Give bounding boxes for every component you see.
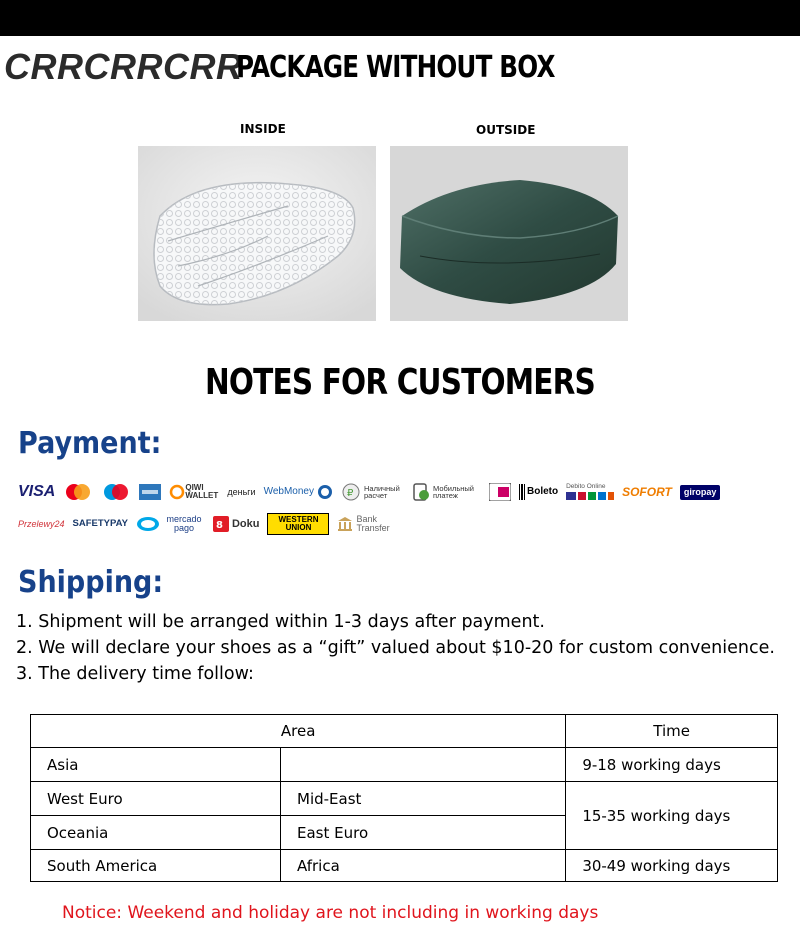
doku-logo: 8 Doku xyxy=(213,516,260,532)
sofort-logo: SOFORT xyxy=(622,485,672,499)
visa-logo: VISA xyxy=(18,483,56,500)
area-header: Area xyxy=(31,715,566,748)
outside-package-photo xyxy=(390,146,628,321)
time-cell: 15-35 working days xyxy=(566,782,778,850)
table-row xyxy=(31,748,778,782)
shipping-notes xyxy=(16,612,775,690)
shipping-line-3: 3. The delivery time follow: xyxy=(16,664,254,684)
mercadopago-logo: mercado pago xyxy=(136,515,205,533)
shipping-line-1: 1. Shipment will be arranged within 1-3 days after payment. xyxy=(16,612,545,632)
przelewy24-logo: Przelewy24 xyxy=(18,518,65,529)
area-cell: Mid-East xyxy=(281,782,566,816)
cash-payment-logo: ₽ Наличный расчет xyxy=(341,483,404,501)
giropay-logo: giropay xyxy=(680,485,721,500)
area-cell: Asia xyxy=(31,748,281,782)
payment-heading: Payment: xyxy=(18,426,162,461)
qiwi-logo: QIWI WALLET xyxy=(169,484,219,500)
area-cell xyxy=(281,748,566,782)
area-cell: South America xyxy=(31,850,281,882)
western-union-logo: WESTERN UNION xyxy=(267,513,329,535)
mastercard-logo xyxy=(63,483,93,501)
boleto-logo: Boleto xyxy=(519,484,558,500)
delivery-time-table xyxy=(30,714,778,882)
svg-text:8: 8 xyxy=(215,520,223,531)
time-cell: 30-49 working days xyxy=(566,850,778,882)
brand-name: CRRCRRCRR xyxy=(4,46,243,87)
table-row xyxy=(31,850,778,882)
top-black-bar xyxy=(0,0,800,36)
payment-logos-row-2 xyxy=(18,513,400,535)
payment-logos-row-1 xyxy=(18,483,728,501)
area-cell: Africa xyxy=(281,850,566,882)
shipping-line-2: 2. We will declare your shoes as a “gift” valued about $10-20 for custom convenience. xyxy=(16,638,775,658)
table-row xyxy=(31,782,778,816)
amex-logo xyxy=(139,484,161,500)
area-cell: East Euro xyxy=(281,816,566,850)
debito-online-logo: Debito Online xyxy=(566,484,614,500)
working-days-notice: Notice: Weekend and holiday are not including in working days xyxy=(62,903,599,923)
safetypay-logo: SAFETYPAY xyxy=(72,518,128,530)
inside-package-photo xyxy=(138,146,376,321)
area-cell: Oceania xyxy=(31,816,281,850)
inside-label: INSIDE xyxy=(240,122,286,136)
svg-text:₽: ₽ xyxy=(346,488,354,499)
mobile-payment-logo: Мобильный платеж xyxy=(412,483,481,501)
webmoney-logo: WebMoney xyxy=(264,484,333,500)
outside-label: OUTSIDE xyxy=(476,123,536,137)
time-header: Time xyxy=(566,715,778,748)
time-cell: 9-18 working days xyxy=(566,748,778,782)
ideal-logo xyxy=(489,483,511,501)
area-cell: West Euro xyxy=(31,782,281,816)
maestro-logo xyxy=(101,483,131,501)
shipping-heading: Shipping: xyxy=(18,565,164,600)
notes-title: NOTES FOR CUSTOMERS xyxy=(204,362,595,403)
yandex-money-logo: деньги xyxy=(227,486,256,497)
bank-transfer-logo: Bank Transfer xyxy=(337,515,392,533)
table-header-row xyxy=(31,715,778,748)
package-title: PACKAGE WITHOUT BOX xyxy=(236,50,555,85)
